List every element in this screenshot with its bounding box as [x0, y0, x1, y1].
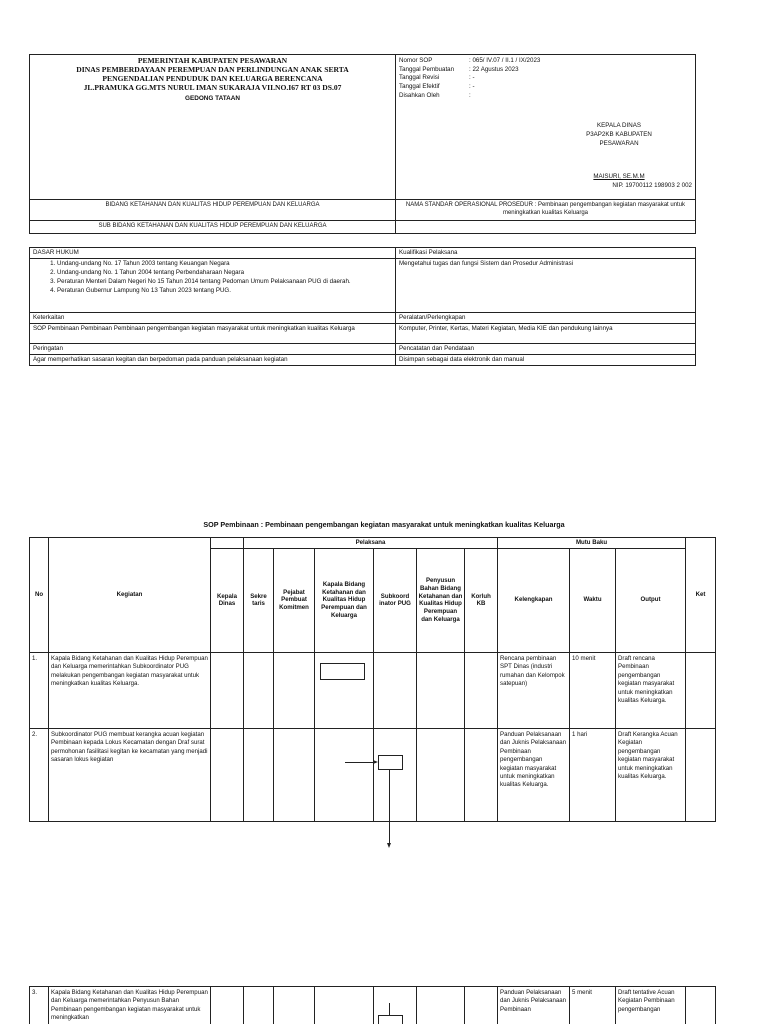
- flow-connector: [389, 770, 390, 843]
- legal-basis-item: 2. Undang-undang No. 1 Tahun 2004 tentang Perbendaharaan Negara: [57, 269, 392, 278]
- col-no: No: [30, 538, 49, 653]
- signer-nip: NIP. 19700112 198903 2 002: [612, 182, 692, 190]
- table-row: [30, 728, 716, 821]
- legal-basis-item: 4. Peraturan Gubernur Lampung No 13 Tahun 2023 tentang PUG.: [57, 287, 392, 296]
- step-kegiatan: Kapala Bidang Ketahanan dan Kualitas Hidup Perempuan dan Keluarga memerintahkan Penyusun Bahan Pembinaan pengembangan kegiatan masyarakat untuk meningkatkan: [49, 987, 211, 1024]
- keterkaitan-label: Keterkaitan: [30, 313, 396, 324]
- step-output: Draft Kerangka Acuan Kegiatan pengembangan kegiatan masyarakat untuk meningkatkan kualitas Keluarga.: [616, 728, 686, 821]
- col-waktu: Waktu: [570, 548, 616, 652]
- step-waktu: 5 menit: [570, 987, 616, 1024]
- peralatan-label: Peralatan/Perlengkapan: [396, 313, 696, 324]
- sop-title: SOP Pembinaan : Pembinaan pengembangan kegiatan masyarakat untuk meningkatkan kualitas Keluarga: [203, 520, 565, 529]
- agency-location: GEDONG TATAAN: [184, 94, 241, 102]
- step-no: 2.: [30, 728, 49, 821]
- col-kabid: Kapala Bidang Ketahanan dan Kualitas Hidup Perempuan dan Keluarga: [315, 548, 374, 652]
- peralatan-value: Komputer, Printer, Kertas, Materi Kegiatan, Media KIE dan pendukung lainnya: [396, 324, 696, 344]
- col-sekretaris: Sekre taris: [244, 548, 274, 652]
- dasar-hukum-list: [30, 259, 396, 313]
- col-penyusun-bahan: Penyusun Bahan Bidang Ketahanan dan Kualitas Hidup Perempuan dan Keluarga: [417, 548, 465, 652]
- step-kelengkapan: Panduan Pelaksanaan dan Juknis Pelaksanaan Pembinaan: [498, 987, 570, 1024]
- sub-bidang-label: SUB BIDANG KETAHANAN DAN KUALITAS HIDUP PEREMPUAN DAN KELUARGA: [30, 221, 396, 234]
- flow-process-box-subkoordinator: [378, 755, 403, 770]
- flow-process-box-kabid: [320, 663, 365, 680]
- step-kegiatan: Kapala Bidang Ketahanan dan Kualitas Hidup Perempuan dan Keluarga memerintahkan Subkoordinator PUG melakukan pengembangan kegiatan masyarakat untuk meningkatkan kualitas Keluarga.: [49, 652, 211, 728]
- dasar-hukum-label: DASAR HUKUM: [30, 248, 396, 259]
- peringatan-value: Agar memperhatikan sasaran kegitan dan berpedoman pada panduan pelaksanaan kegiatan: [30, 355, 396, 366]
- col-kegiatan: Kegiatan: [49, 538, 211, 653]
- pencatatan-value: Disimpan sebagai data elektronik dan manual: [396, 355, 696, 366]
- step-output: Draft tentative Acuan Kegiatan Pembinaan pengembangan: [616, 987, 686, 1024]
- kualifikasi-label: Kualifikasi Pelaksana: [396, 248, 696, 259]
- col-kelengkapan: Kelengkapan: [498, 548, 570, 652]
- col-mutu-baku: Mutu Baku: [498, 538, 686, 549]
- step-no: 3.: [30, 987, 49, 1024]
- meta-tanggal-efektif: Tanggal Efektif : -: [399, 83, 475, 91]
- sop-flow-table-continued: [29, 986, 716, 1024]
- step-kelengkapan: Panduan Pelaksanaan dan Juknis Pelaksanaan Pembinaan pengembangan kegiatan masyarakat untuk meningkatkan kualitas Keluarga.: [498, 728, 570, 821]
- sop-meta-block: [396, 55, 696, 200]
- step-waktu: 1 hari: [570, 728, 616, 821]
- col-pelaksana-blank: [211, 538, 244, 549]
- signer-title: KEPALA DINAS P3AP2KB KABUPATEN PESAWARAN: [586, 122, 652, 148]
- col-ket: Ket: [686, 538, 716, 653]
- meta-nomor-sop: Nomor SOP : 065/ IV.07 / II.1 / IX/2023: [399, 57, 541, 64]
- meta-disahkan-oleh: Disahkan Oleh :: [399, 91, 471, 99]
- flow-arrow-down-icon: [387, 843, 391, 848]
- signer-name: MAISURI, SE.M.M: [593, 173, 645, 181]
- flow-process-box-partial: [378, 1015, 403, 1024]
- col-pelaksana: Pelaksana: [244, 538, 498, 549]
- table-row: [30, 987, 716, 1024]
- col-korluh: Korluh KB: [465, 548, 498, 652]
- peringatan-label: Peringatan: [30, 344, 396, 355]
- legal-basis-item: 3. Peraturan Menteri Dalam Negeri No 15 Tahun 2014 tentang Pedoman Umum Pelaksanaan PUG di daerah.: [57, 278, 392, 287]
- col-kepala-dinas: Kepala Dinas: [211, 548, 244, 652]
- signer-name-block: [559, 173, 679, 182]
- step-kelengkapan: Rencana pembinaan SPT Dinas (industri rumahan dan Kelompok satepuan): [498, 652, 570, 728]
- step-output: Draft rencana Pembinaan pengembangan kegiatan masyarakat untuk meningkatkan kualitas Keluarga.: [616, 652, 686, 728]
- agency-block: [30, 55, 396, 200]
- bidang-label: BIDANG KETAHANAN DAN KUALITAS HIDUP PEREMPUAN DAN KELUARGA: [30, 200, 396, 221]
- sop-name: NAMA STANDAR OPERASIONAL PROSEDUR : Pembinaan pengembangan kegiatan masyarakat untuk meningkatkan kualitas Keluarga: [396, 200, 696, 221]
- meta-tanggal-revisi: Tanggal Revisi : -: [399, 74, 475, 82]
- agency-address: JL.PRAMUKA GG.MTS NURUL IMAN SUKARAJA VII.NO.I67 RT 03 DS.07: [83, 82, 342, 92]
- legal-basis-item: 1. Undang-undang No. 17 Tahun 2003 tentang Keuangan Negara: [57, 260, 392, 269]
- sop-flow-table: [29, 537, 716, 822]
- agency-line: PENGENDALIAN PENDUDUK DAN KELUARGA BERENCANA: [102, 73, 323, 83]
- col-output: Output: [616, 548, 686, 652]
- step-kegiatan: Subkoordinator PUG membuat kerangka acuan kegiatan Pembinaan kepada Lokus Kecamatan dengan Draf surat permohonan fasilitasi kegitan ke kecamatan yang menjadi sasaran lokus kegiatan: [49, 728, 211, 821]
- step-waktu: 10 menit: [570, 652, 616, 728]
- keterkaitan-value: SOP Pembinaan Pembinaan Pembinaan pengembangan kegiatan masyarakat untuk meningkatkan kualitas Keluarga: [30, 324, 396, 344]
- flow-connector: [345, 762, 376, 763]
- sop-requirements-table: [29, 247, 696, 366]
- kualifikasi-value: Mengetahui tugas dan fungsi Sistem dan Prosedur Administrasi: [396, 259, 696, 313]
- meta-tanggal-pembuatan: Tanggal Pembuatan : 22 Agustus 2023: [399, 65, 519, 73]
- empty-cell: [396, 221, 696, 234]
- agency-line: PEMERINTAH KABUPATEN PESAWARAN: [137, 56, 288, 65]
- sop-header-table: [29, 54, 696, 234]
- agency-line: DINAS PEMBERDAYAAN PEREMPUAN DAN PERLINDUNGAN ANAK SERTA: [76, 64, 349, 74]
- col-ppk: Pejabat Pembuat Komitmen: [274, 548, 315, 652]
- col-subkoordinator: Subkoord inator PUG: [374, 548, 417, 652]
- pencatatan-label: Pencatatan dan Pendataan: [396, 344, 696, 355]
- step-no: 1.: [30, 652, 49, 728]
- table-row: [30, 652, 716, 728]
